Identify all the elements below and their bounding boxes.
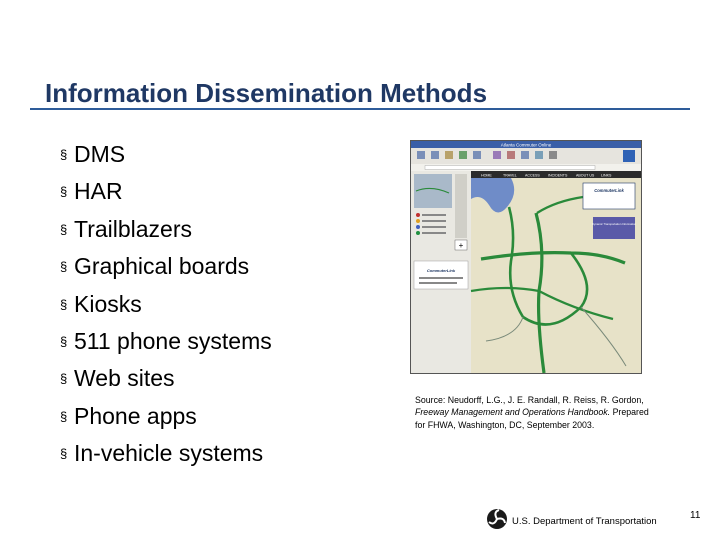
bullet-text: Kiosks xyxy=(74,290,142,317)
tab-access[interactable]: ACCESS xyxy=(525,173,540,178)
left-brand-logo: CommuterLink xyxy=(426,268,456,273)
slide-title: Information Dissemination Methods xyxy=(45,78,488,108)
speed-legend-icon xyxy=(416,231,420,235)
bullet-marker: § xyxy=(60,408,68,424)
tab-about[interactable]: ABOUT US xyxy=(576,173,595,178)
bullet-marker: § xyxy=(60,446,68,462)
left-brand-text xyxy=(419,282,457,284)
map-brand-box xyxy=(583,183,635,209)
bullet-text: Phone apps xyxy=(74,402,197,429)
caption-line xyxy=(415,406,675,418)
bullet-item xyxy=(60,360,272,397)
tab-home[interactable]: HOME xyxy=(481,173,492,178)
tab-incidents[interactable]: INCIDENTS xyxy=(548,173,568,178)
mail-icon xyxy=(535,151,543,159)
dot-logo-icon xyxy=(486,508,508,535)
dot-logo-svg xyxy=(486,508,508,530)
legend-label-line xyxy=(422,226,446,228)
bullet-marker: § xyxy=(60,221,68,237)
screenshot-image xyxy=(411,141,641,373)
bullet-text: DMS xyxy=(74,141,126,167)
bullet-marker: § xyxy=(60,371,68,387)
print-icon xyxy=(549,151,557,159)
bullet-marker: § xyxy=(60,184,68,200)
zoom-slider xyxy=(455,174,467,238)
overview-map-thumbnail xyxy=(414,174,452,208)
legend-label-line xyxy=(422,214,446,216)
url-field xyxy=(425,166,595,170)
zoom-plus-glyph: + xyxy=(458,241,464,250)
refresh-icon xyxy=(459,151,467,159)
bullet-list xyxy=(60,136,272,473)
handbook-title: Freeway Management and Operations Handbook. xyxy=(415,407,611,418)
bullet-item xyxy=(60,398,272,435)
bullet-marker: § xyxy=(60,147,68,162)
left-brand-text xyxy=(419,277,463,279)
tab-travel[interactable]: TRAVEL xyxy=(503,173,517,178)
left-brand-box xyxy=(414,261,468,289)
legend-title: Dynamic Transportation Information xyxy=(591,222,637,226)
stop-icon xyxy=(445,151,453,159)
legend-label-line xyxy=(422,220,446,222)
tab-links[interactable]: LINKS xyxy=(601,173,612,178)
bullet-item xyxy=(60,435,272,472)
footer-organization: U.S. Department of Transportation xyxy=(512,516,657,527)
caption-line: for FHWA, Washington, DC, September 2003. xyxy=(415,419,595,430)
back-icon xyxy=(417,151,425,159)
page-number: 11 xyxy=(690,510,701,521)
bullet-item xyxy=(60,286,272,323)
bullet-item xyxy=(60,173,272,210)
bullet-text: Graphical boards xyxy=(74,253,250,280)
caption-text: Prepared xyxy=(610,407,649,418)
caption-line: Source: Neudorff, L.G., J. E. Randall, R. Reiss, R. Gordon, xyxy=(415,395,644,405)
bullet-item xyxy=(60,136,272,173)
map-brand-logo: CommuterLink xyxy=(594,188,624,193)
search-icon xyxy=(493,151,501,159)
window-title: Atlanta Commuter Online xyxy=(500,142,552,148)
bullet-text: HAR xyxy=(74,178,123,205)
legend-label-line xyxy=(422,232,446,234)
incident-legend-icon xyxy=(416,213,420,217)
browser-logo-icon xyxy=(623,150,635,162)
bullet-text: Web sites xyxy=(74,365,175,392)
bullet-text: Trailblazers xyxy=(74,215,193,242)
bullet-marker: § xyxy=(60,334,68,350)
home-icon xyxy=(473,151,481,159)
bullet-text: In-vehicle systems xyxy=(74,440,264,467)
footer xyxy=(486,508,657,535)
construction-legend-icon xyxy=(416,219,420,223)
legend-box xyxy=(593,217,635,239)
title-underline xyxy=(30,108,690,110)
favorites-icon xyxy=(507,151,515,159)
camera-legend-icon xyxy=(416,225,420,229)
bullet-marker: § xyxy=(60,259,68,275)
source-caption xyxy=(415,394,675,431)
bullet-item xyxy=(60,248,272,285)
bullet-item xyxy=(60,323,272,360)
history-icon xyxy=(521,151,529,159)
bullet-marker: § xyxy=(60,296,68,312)
traffic-website-screenshot xyxy=(410,140,642,374)
bullet-item xyxy=(60,211,272,248)
bullet-text: 511 phone systems xyxy=(74,328,272,355)
forward-icon xyxy=(431,151,439,159)
